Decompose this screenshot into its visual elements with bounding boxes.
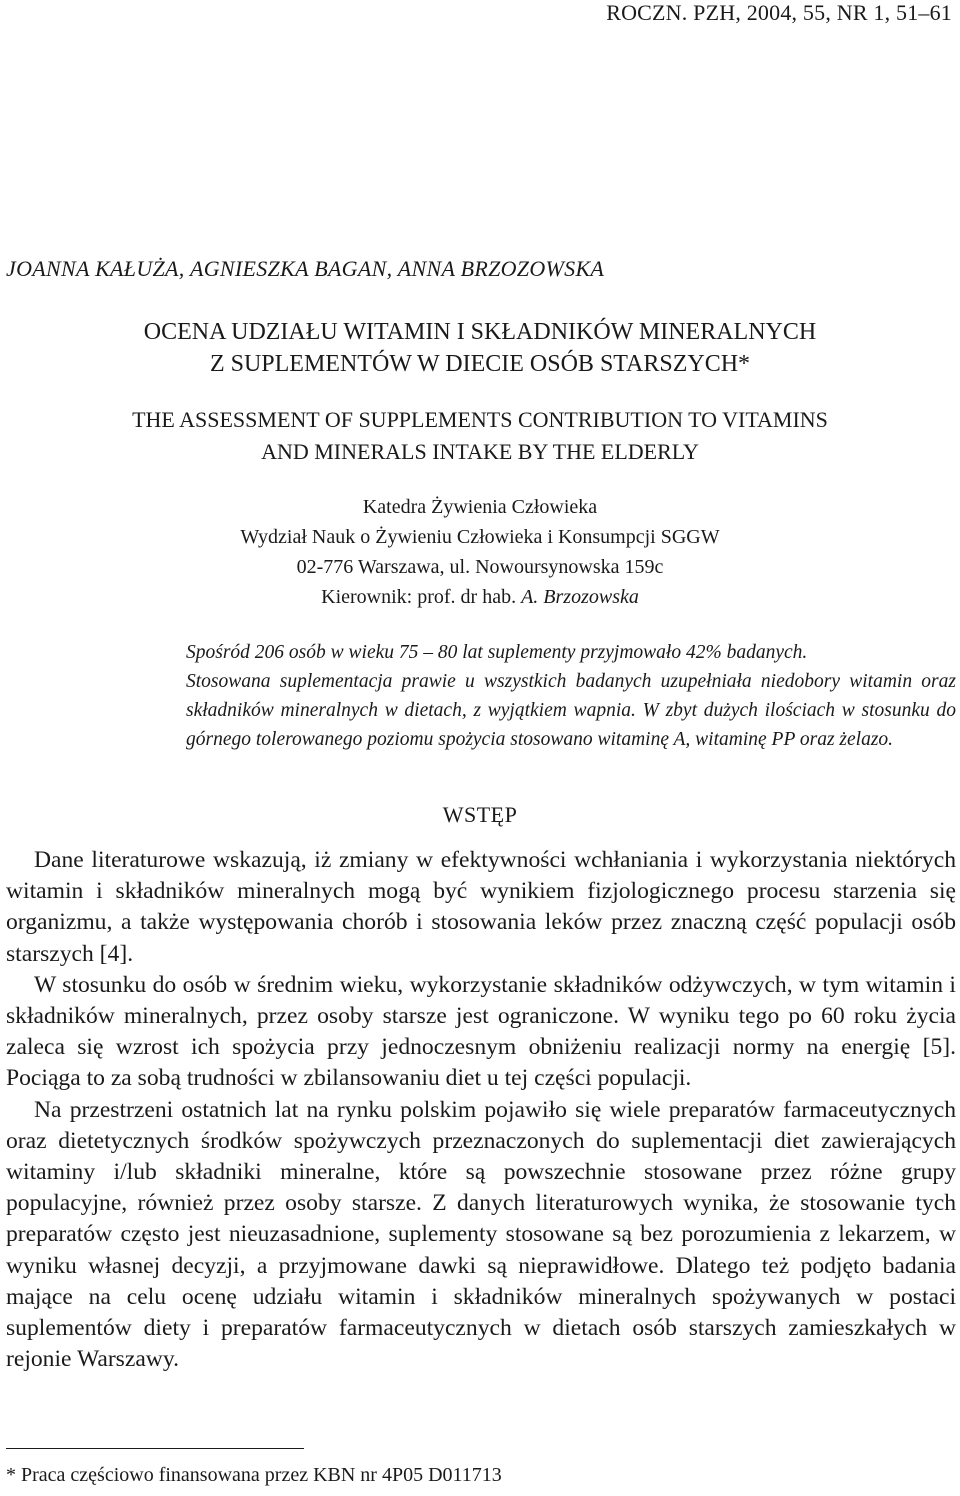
section-heading: WSTĘP <box>442 802 518 827</box>
abstract-body: Stosowana suplementacja prawie u wszystkich badanych uzupełniała niedobory witamin oraz składników mineralnych w dietach, z wyjątkiem wapnia. W zbyt dużych ilościach w stosunku do górnego tolerowanego poziomu spożycia stosowano witaminę A, witaminę PP oraz żelazo. <box>186 671 956 750</box>
paragraph-3: Na przestrzeni ostatnich lat na rynku polskim pojawiło się wiele preparatów farmaceutycznych oraz dietetycznych środków spożywczych przeznaczonych do suplementacji diet zawierających witaminy i/lub składniki mineralne, które są powszechnie stosowane przez różne grupy populacyjne, również przez osoby starsze. Z danych literaturowych wynika, że stosowanie tych preparatów często jest nieuzasadnione, suplementy stosowane są bez porozumienia z lekarzem, w wyniku własnej decyzji, a przyjmowane dawki są nieprawidłowe. Dlatego też podjęto badania mające na celu ocenę udziału witamin i składników mineralnych spożywanych w postaci suplementów diety i preparatów farmaceutycznych w dietach osób starszych zamieszkałych w rejonie Warszawy. <box>6 1096 956 1373</box>
footnote-divider <box>6 1448 304 1449</box>
affiliation <box>0 492 960 612</box>
paragraph-2: W stosunku do osób w średnim wieku, wykorzystanie składników odżywczych, w tym witamin i składników mineralnych, przez osoby starsze jest ograniczone. W wyniku tego po 60 roku życia zaleca się wzrost ich spożycia przy jednoczesnym obniżeniu realizacji normy na energię [5]. Pociąga to za sobą trudności w zbilansowaniu diet u tej części populacji. <box>6 971 956 1092</box>
author-list: JOANNA KAŁUŻA, AGNIESZKA BAGAN, ANNA BRZOZOWSKA <box>6 256 605 281</box>
affiliation-head-prefix: Kierownik: prof. dr hab. <box>321 586 522 608</box>
title-polish <box>0 316 960 380</box>
title-english <box>0 404 960 468</box>
paragraph-1: Dane literaturowe wskazują, iż zmiany w efektywności wchłaniania i wykorzystania niektórych witamin i składników mineralnych mogą być wynikiem fizjologicznego procesu starzenia się organizmu, a także występowania chorób i stosowania leków przez znaczną część populacji osób starszych [4]. <box>6 847 956 967</box>
affiliation-head-name: A. Brzozowska <box>521 586 639 608</box>
abstract-first-line: Spośród 206 osób w wieku 75 – 80 lat suplementy przyjmowało 42% badanych. <box>186 642 808 663</box>
abstract <box>186 638 956 754</box>
title-english-line-1: THE ASSESSMENT OF SUPPLEMENTS CONTRIBUTION TO VITAMINS <box>132 407 828 432</box>
title-english-line-2: AND MINERALS INTAKE BY THE ELDERLY <box>261 439 699 464</box>
body-text <box>6 845 956 1375</box>
journal-reference: ROCZN. PZH, 2004, 55, NR 1, 51–61 <box>606 0 952 25</box>
affiliation-head <box>0 582 960 612</box>
title-polish-line-1: OCENA UDZIAŁU WITAMIN I SKŁADNIKÓW MINERALNYCH <box>143 319 817 345</box>
affiliation-department: Katedra Żywienia Człowieka <box>362 496 598 518</box>
affiliation-faculty: Wydział Nauk o Żywieniu Człowieka i Konsumpcji SGGW <box>240 526 720 548</box>
footnote: * Praca częściowo finansowana przez KBN nr 4P05 D011713 <box>6 1464 502 1486</box>
affiliation-address: 02-776 Warszawa, ul. Nowoursynowska 159c <box>296 556 664 578</box>
title-polish-line-2: Z SUPLEMENTÓW W DIECIE OSÓB STARSZYCH* <box>209 351 751 377</box>
